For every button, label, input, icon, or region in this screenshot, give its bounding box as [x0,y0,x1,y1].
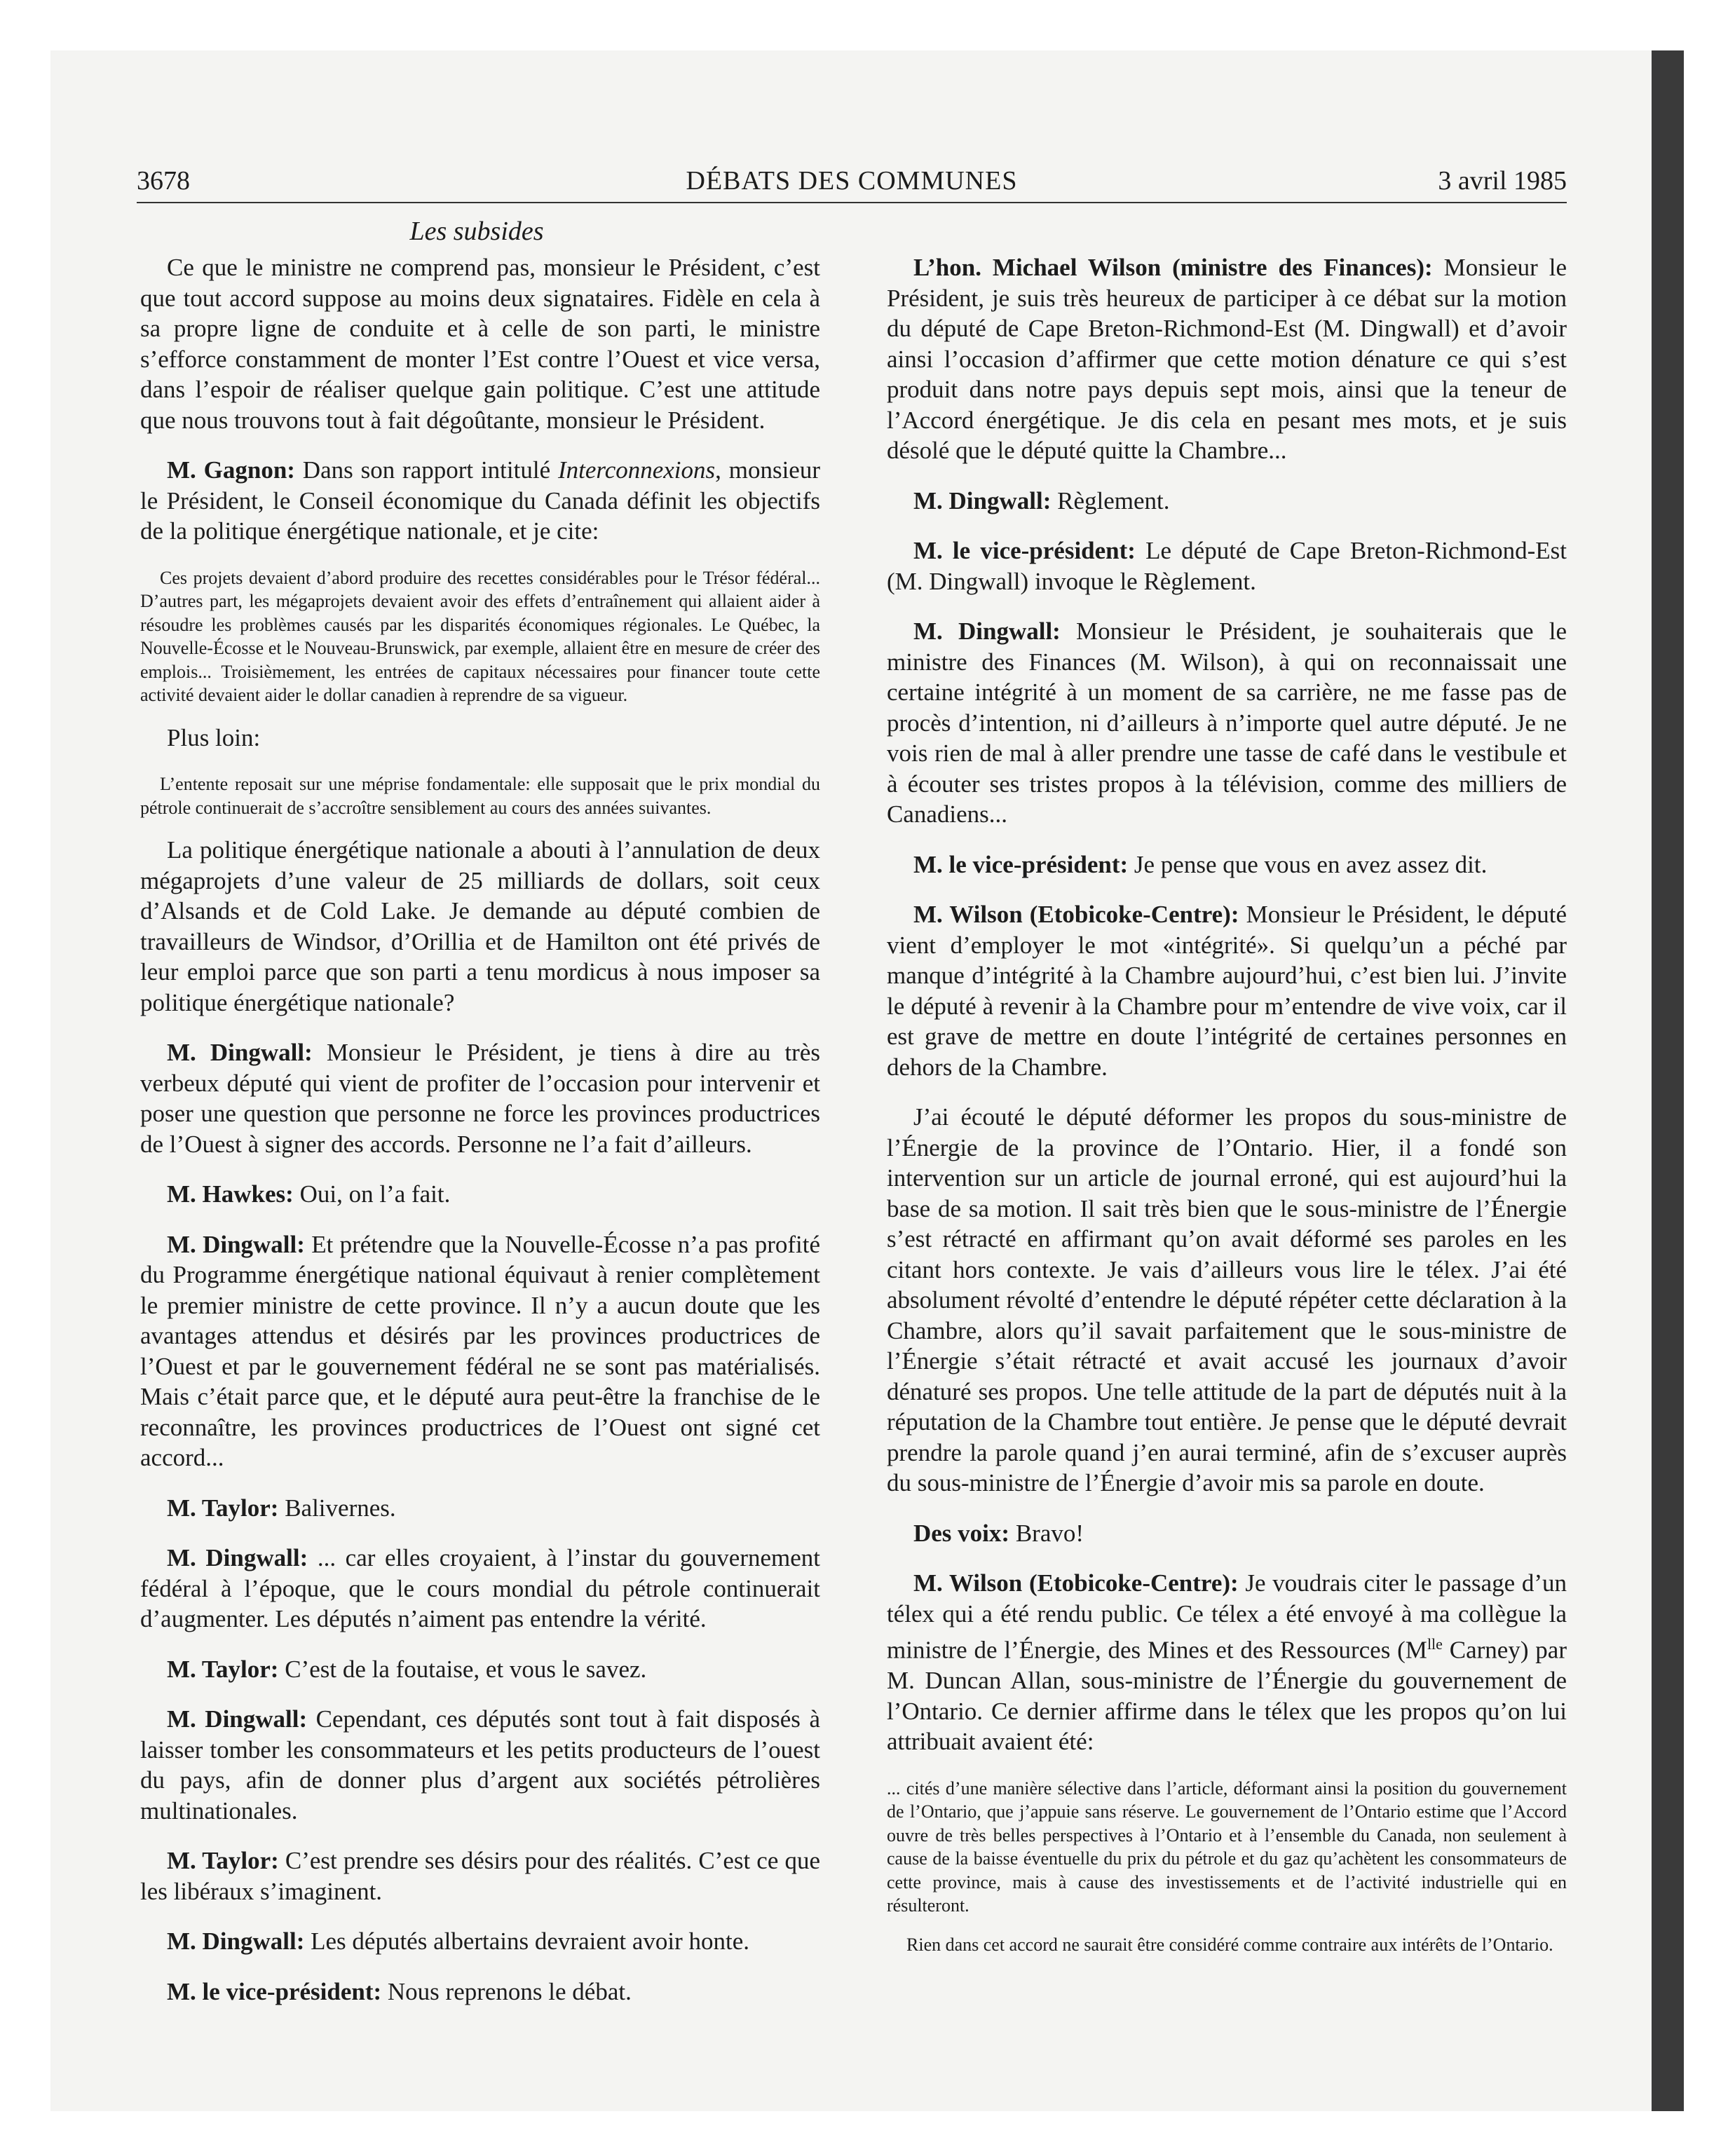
paragraph: Ce que le ministre ne comprend pas, monsieur le Président, c’est que tout accord suppose au moins deux signataires. Fidèle en cela à sa propre ligne de conduite et à celle de son parti, le ministre s’efforce constamment de monter l’Est contre l’Ouest et vice versa, dans l’espoir de réaliser quelque gain politique. C’est une attitude que nous trouvons tout à fait dégoûtante, monsieur le Président. [140,254,820,434]
page-header [137,160,1567,203]
speech-taylor [140,1654,820,1685]
block-quote: ... cités d’une manière sélective dans l’article, déformant ainsi la position du gouvernement de l’Ontario, que j’appuie sans réserve. Le gouvernement de l’Ontario estime que l’Accord ouvre de très belles perspectives à l’Ontario et à l’ensemble du Canada, non seulement à cause de la baisse éventuelle du prix du pétrole et du gaz qu’achètent les consommateurs de cette province, mais à cause des investissements et de l’activité industrielle qui en résulteront. [887,1778,1567,1916]
speech-text: Le député de Cape Breton-Richmond-Est (M. Dingwall) invoque le Règlement. [887,537,1567,595]
speech-voices [887,1518,1567,1549]
paragraph: J’ai écouté le député déformer les propos du sous-ministre de l’Énergie de la province de l’Ontario. Hier, il a fondé son intervention sur un article de journal erroné, qui est aujourd’hui la base de sa motion. Il sait très bien que le sous-ministre de l’Énergie s’est rétracté en affirmant qu’on avait déformé ses paroles en les citant hors contexte. Je vais d’ailleurs vous lire le télex. J’ai été absolument révolté d’entendre le député répéter cette déclaration à la Chambre, alors qu’il savait parfaitement que le sous-ministre de l’Énergie s’était rétracté et avait accusé les journaux d’avoir dénaturé ses propos. Une telle attitude de la part de députés nuit à la réputation de la Chambre tout entière. Je pense que le député devrait prendre la parole quand j’en aurai terminé, afin de s’excuser auprès du sous-ministre de l’Énergie d’avoir mis sa parole en doute. [887,1103,1567,1496]
speech-vice-president [887,850,1567,880]
speech-text: Monsieur le Président, je souhaiterais que le ministre des Finances (M. Wilson), à qui on reconnaissait une certaine intégrité à un moment de sa carrière, ne me fasse pas de procès d’intention, ni d’ailleurs à n’importe quel autre député. Je ne vois rien de mal à aller prendre une tasse de café dans le vestibule et à écouter ses tristes propos à la télévision, comme des milliers de Canadiens... [887,618,1567,828]
speech-hawkes [140,1179,820,1210]
publication-title: DÉBATS DES COMMUNES [686,166,1018,196]
speech-text: Nous reprenons le débat. [381,1977,632,2005]
paragraph: La politique énergétique nationale a abouti à l’annulation de deux mégaprojets d’une valeur de 25 milliards de dollars, soit ceux d’Alsands et de Cold Lake. Je demande au député combien de travailleurs de Windsor, d’Orillia et de Hamilton ont été privés de leur emploi parce que son parti a tenu mordicus à nous imposer sa politique énergétique nationale? [140,836,820,1016]
speaker-name: M. Dingwall: [913,486,1052,514]
speech-text: Carney) par M. Duncan Allan, sous-ministre de l’Énergie du gouvernement de l’Ontario. Ce dernier affirme dans le télex que les propos qu’on lui attribuait avaient été: [887,1636,1567,1756]
speech-wilson [887,1568,1567,1757]
speaker-name: M. Taylor: [167,1655,279,1683]
speech-text: , monsieur le Président, le Conseil économique du Canada définit les objectifs de la politique énergétique nationale, et je cite: [140,456,820,545]
paragraph: Plus loin: [167,723,261,751]
speech-wilson [887,252,1567,466]
speech-dingwall [140,1037,820,1159]
speech-text: Je voudrais citer le passage d’un télex qui a été rendu public. Ce télex a été envoyé à ma collègue la ministre de l’Énergie, des Mines et des Ressources (M [887,1569,1567,1664]
left-column [140,252,820,2026]
speech-dingwall [887,486,1567,517]
superscript: lle [1427,1635,1443,1653]
report-title: Interconnexions [557,456,716,484]
block-quote: L’entente reposait sur une méprise fondamentale: elle supposait que le prix mondial du pétrole continuerait de s’accroître sensiblement au cours des années suivantes. [140,774,820,818]
speech-vice-president [887,535,1567,596]
speech-text: Monsieur le Président, je tiens à dire au très verbeux député qui vient de profiter de l’occasion pour intervenir et poser une question que personne ne force les provinces productrices de l’Ouest à signer des accords. Personne ne l’a fait d’ailleurs. [140,1039,820,1158]
speech-dingwall [140,1543,820,1635]
speaker-name: M. Taylor: [167,1847,279,1874]
speech-taylor [140,1493,820,1524]
speaker-name: L’hon. Michael Wilson (ministre des Finances): [913,254,1433,281]
speech-dingwall [887,616,1567,830]
speech-gagnon [140,455,820,547]
speech-text: Je pense que vous en avez assez dit. [1128,850,1488,878]
speaker-name: Des voix: [913,1519,1010,1547]
speaker-name: M. Dingwall: [167,1928,305,1955]
speaker-name: M. Dingwall: [167,1230,305,1258]
block-quote: Ces projets devaient d’abord produire des recettes considérables pour le Trésor fédéral... D’autres part, les mégaprojets devaient avoir des effets d’entraînement qui allaient aider à résoudre les problèmes causés par les disparités économiques régionales. Le Québec, la Nouvelle-Écosse et le Nouveau-Brunswick, par exemple, allaient être en mesure de créer des emplois... Troisièmement, les entrées de capitaux nécessaires pour financer toute cette activité devaient aider le dollar canadien à reprendre de sa vigueur. [140,567,820,705]
speech-text: Bravo! [1009,1519,1084,1547]
speaker-name: M. Dingwall: [167,1039,313,1066]
speech-text: C’est prendre ses désirs pour des réalités. C’est ce que les libéraux s’imaginent. [140,1847,820,1905]
speaker-name: M. Dingwall: [913,618,1061,645]
speech-dingwall [140,1229,820,1473]
speech-dingwall [140,1926,820,1957]
speech-text: Dans son rapport intitulé [294,456,558,484]
speaker-name: M. Wilson (Etobicoke-Centre): [913,901,1239,928]
speech-text: C’est de la foutaise, et vous le savez. [278,1655,647,1683]
right-column [887,252,1567,1972]
speech-text: Règlement. [1051,486,1170,514]
speech-text: Les députés albertains devraient avoir honte. [304,1928,750,1955]
speech-text: Balivernes. [278,1494,396,1522]
speech-dingwall [140,1704,820,1826]
speaker-name: M. le vice-président: [913,850,1129,878]
page-number: 3678 [137,166,190,196]
speech-wilson [887,899,1567,1082]
speech-text: ... car elles croyaient, à l’instar du gouvernement fédéral à l’époque, que le cours mondial du pétrole continuerait d’augmenter. Les députés n’aiment pas entendre la vérité. [140,1544,820,1632]
speaker-name: M. Gagnon: [167,456,295,484]
speaker-name: M. Dingwall: [167,1705,308,1733]
block-quote: Rien dans cet accord ne saurait être considéré comme contraire aux intérêts de l’Ontario. [906,1934,1553,1955]
scan-edge-shadow [1652,50,1684,2111]
speaker-name: M. Dingwall: [167,1544,308,1571]
publication-date: 3 avril 1985 [1438,166,1567,196]
speech-taylor [140,1845,820,1906]
speech-text: Monsieur le Président, le député vient d’employer le mot «intégrité». Si quelqu’un a péché par manque d’intégrité à la Chambre aujourd’hui, c’est bien lui. J’invite le député à revenir à la Chambre pour m’entendre de vive voix, car il est grave de mettre en doute l’intégrité de certaines personnes en dehors de la Chambre. [887,901,1567,1081]
speech-text: Monsieur le Président, je suis très heureux de participer à ce débat sur la motion du député de Cape Breton-Richmond-Est (M. Dingwall) et d’avoir ainsi l’occasion d’affirmer que cette motion dénature ce qui s’est produit dans notre pays depuis sept mois, ainsi que la teneur de l’Accord énergétique. Je dis cela en pesant mes mots, et je suis désolé que le député quitte la Chambre... [887,254,1567,464]
speaker-name: M. le vice-président: [913,537,1136,564]
speech-text: Cependant, ces députés sont tout à fait disposés à laisser tomber les consommateurs et les petits producteurs de l’ouest du pays, afin de donner plus d’argent aux sociétés pétrolières multinationales. [140,1705,820,1824]
section-title: Les subsides [409,217,544,246]
speech-text: Et prétendre que la Nouvelle-Écosse n’a pas profité du Programme énergétique national équivaut à renier complètement le premier ministre de cette province. Il n’y a aucun doute que les avantages attendus et désirés par les provinces productrices de l’Ouest et par le gouvernement fédéral ne se sont pas matérialisés. Mais c’était parce que, et le député aura peut-être la franchise de le reconnaître, les provinces productrices de l’Ouest ont signé cet accord... [140,1230,820,1471]
speaker-name: M. Hawkes: [167,1180,294,1208]
speech-vice-president [140,1977,820,2007]
speaker-name: M. le vice-président: [167,1977,382,2005]
speech-text: Oui, on l’a fait. [293,1180,451,1208]
speaker-name: M. Wilson (Etobicoke-Centre): [913,1569,1239,1597]
speaker-name: M. Taylor: [167,1494,279,1522]
